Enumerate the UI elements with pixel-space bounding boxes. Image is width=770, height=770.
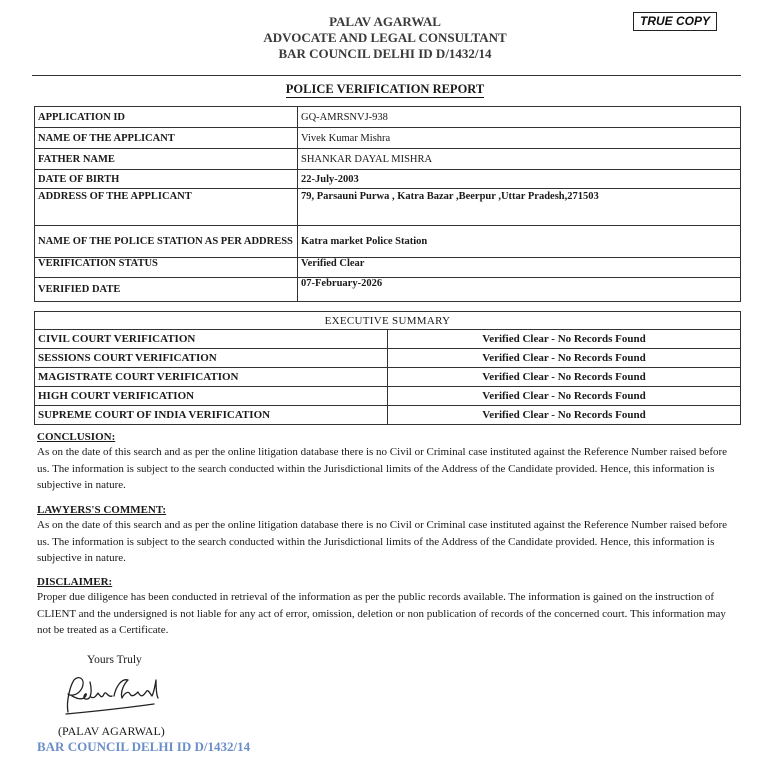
court-label: MAGISTRATE COURT VERIFICATION xyxy=(35,368,388,387)
table-row xyxy=(35,189,741,226)
summary-heading: EXECUTIVE SUMMARY xyxy=(35,312,741,330)
detail-label: DATE OF BIRTH xyxy=(35,170,298,189)
table-row xyxy=(35,128,741,149)
court-result: Verified Clear - No Records Found xyxy=(388,387,741,406)
table-row xyxy=(35,330,741,349)
report-title-text: POLICE VERIFICATION REPORT xyxy=(285,82,485,96)
table-row xyxy=(35,170,741,189)
conclusion-heading: CONCLUSION: xyxy=(37,431,116,443)
detail-value: Vivek Kumar Mishra xyxy=(298,128,741,149)
advocate-name: PALAV AGARWAL xyxy=(329,14,441,29)
table-row xyxy=(35,226,741,258)
summary-heading-row xyxy=(35,312,741,330)
advocate-designation: ADVOCATE AND LEGAL CONSULTANT xyxy=(263,30,507,45)
disclaimer-section xyxy=(37,576,737,639)
court-result: Verified Clear - No Records Found xyxy=(388,406,741,425)
header-divider xyxy=(32,75,741,76)
table-row xyxy=(35,107,741,128)
signatory-name: (PALAV AGARWAL) xyxy=(58,724,165,738)
signatory-bar-council-id: BAR COUNCIL DELHI ID D/1432/14 xyxy=(37,739,251,754)
detail-label: ADDRESS OF THE APPLICANT xyxy=(35,189,298,226)
table-row xyxy=(35,387,741,406)
executive-summary-table xyxy=(34,311,741,425)
conclusion-text: As on the date of this search and as per the online litigation database there is no Civil or Criminal case instituted against the Reference Number raised before us. The information is subject to the search conducted within the Jurisdictional limits of the Address of the Candidate provided. Hence, this information is subjective in nature. xyxy=(37,446,728,491)
detail-label: APPLICATION ID xyxy=(35,107,298,128)
detail-value: 22-July-2003 xyxy=(298,170,741,189)
disclaimer-text: Proper due diligence has been conducted in retrieval of the information as per the public records available. The information is gained on the instruction of CLIENT and the undersigned is not liable for any act of error, omission, deletion or non publication of records of the concerned court. This information may not be treated as a Certificate. xyxy=(37,591,726,636)
lawyers-comment-text: As on the date of this search and as per the online litigation database there is no Civil or Criminal case instituted against the Reference Number raised before us. The information is subject to the search conducted within the Jurisdictional limits of the Address of the Candidate provided. Hence, this information is subjective in nature. xyxy=(37,519,728,564)
applicant-details-table xyxy=(34,106,741,302)
handwritten-signature xyxy=(58,672,168,729)
table-row xyxy=(35,258,741,278)
court-label: SUPREME COURT OF INDIA VERIFICATION xyxy=(35,406,388,425)
detail-label: FATHER NAME xyxy=(35,149,298,170)
lawyers-comment-heading: LAWYERS'S COMMENT: xyxy=(37,504,167,516)
disclaimer-heading: DISCLAIMER: xyxy=(37,576,113,588)
detail-label: NAME OF THE POLICE STATION AS PER ADDRESS xyxy=(35,226,298,258)
table-row xyxy=(35,406,741,425)
report-title xyxy=(0,82,770,97)
conclusion-section xyxy=(37,431,737,494)
court-label: CIVIL COURT VERIFICATION xyxy=(35,330,388,349)
detail-value: 07-February-2026 xyxy=(298,278,741,302)
detail-value: 79, Parsauni Purwa , Katra Bazar ,Beerpur ,Uttar Pradesh,271503 xyxy=(298,189,741,226)
court-label: HIGH COURT VERIFICATION xyxy=(35,387,388,406)
lawyers-comment-section xyxy=(37,504,737,567)
bar-council-id: BAR COUNCIL DELHI ID D/1432/14 xyxy=(278,46,492,61)
table-row xyxy=(35,149,741,170)
detail-label: VERIFIED DATE xyxy=(35,278,298,302)
court-result: Verified Clear - No Records Found xyxy=(388,368,741,387)
detail-value: Katra market Police Station xyxy=(298,226,741,258)
court-result: Verified Clear - No Records Found xyxy=(388,330,741,349)
detail-value: GQ-AMRSNVJ-938 xyxy=(298,107,741,128)
detail-value: Verified Clear xyxy=(298,258,741,278)
table-row xyxy=(35,278,741,302)
true-copy-stamp: TRUE COPY xyxy=(633,12,717,31)
detail-label: VERIFICATION STATUS xyxy=(35,258,298,278)
table-row xyxy=(35,349,741,368)
detail-label: NAME OF THE APPLICANT xyxy=(35,128,298,149)
closing-salutation: Yours Truly xyxy=(87,654,142,666)
court-result: Verified Clear - No Records Found xyxy=(388,349,741,368)
detail-value: SHANKAR DAYAL MISHRA xyxy=(298,149,741,170)
table-row xyxy=(35,368,741,387)
court-label: SESSIONS COURT VERIFICATION xyxy=(35,349,388,368)
